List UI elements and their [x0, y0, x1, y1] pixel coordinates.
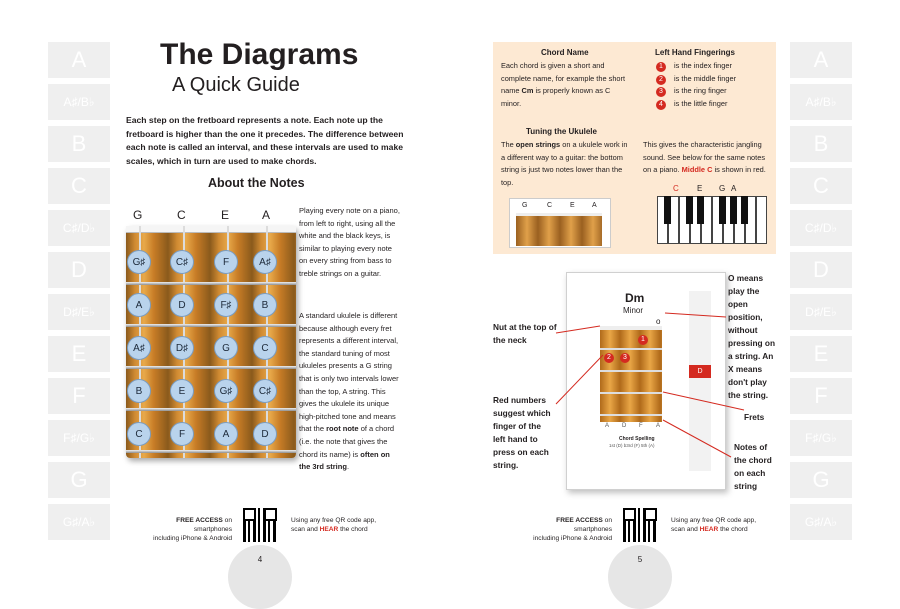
ukulele-tuning-text: A standard ukulele is different because although every fret represents a different interval, the standard tuning of most ukuleles presents a G string that is only two intervals lower than the top, A string. This gives the ukulele its unique high-pitched tone and means that the root note of a chord (i.e. the note that gives the chord its name) is often on the 3rd string.: [299, 311, 399, 472]
tab-c[interactable]: C: [48, 168, 110, 204]
tab-f[interactable]: F: [48, 378, 110, 414]
tab-d[interactable]: D: [48, 252, 110, 288]
tab-a[interactable]: A: [48, 42, 110, 78]
note-circle: G♯: [127, 250, 151, 274]
note-circle: B: [253, 293, 277, 317]
piano-label: C: [673, 184, 679, 193]
card-open-marker: o: [656, 317, 661, 326]
tab-e[interactable]: E: [790, 336, 852, 372]
note-circle: A♯: [127, 336, 151, 360]
fingering-item: 4 is the little finger: [656, 98, 736, 111]
note-circle: A: [127, 293, 151, 317]
note-circle: A♯: [253, 250, 277, 274]
note-circle: C♯: [253, 379, 277, 403]
note-circle: C: [253, 336, 277, 360]
chord-name-heading: Chord Name: [541, 48, 589, 57]
string-label-a: A: [262, 208, 271, 222]
note-circle: D♯: [170, 336, 194, 360]
finger-marker: 2: [604, 353, 614, 363]
footer-access-right: FREE ACCESS on smartphones including iPhone & Android: [533, 517, 612, 542]
tab-c-sharp[interactable]: C♯/D♭: [48, 210, 110, 246]
annotation-nut: Nut at the top of the neck: [493, 322, 557, 345]
page-title: The Diagrams: [160, 38, 359, 71]
tab-d-sharp[interactable]: D♯/E♭: [48, 294, 110, 330]
note-circle: F: [170, 422, 194, 446]
tab-d-sharp[interactable]: D♯/E♭: [790, 294, 852, 330]
string-label-g: G: [133, 208, 143, 222]
annotation-open-marker: O means play the open position, without pressing on a string. An X means don't play the string.: [728, 273, 776, 400]
card-note-letter: A: [656, 423, 661, 429]
footer-scan-left: Using any free QR code app, scan and HEAR the chord: [291, 517, 377, 533]
piano-label: A: [731, 184, 737, 193]
note-circle: F: [214, 250, 238, 274]
card-spelling-sub: 1st (D) b3rd (F) 5th (A): [609, 443, 655, 448]
note-circle: D: [170, 293, 194, 317]
page-number: 4: [228, 545, 292, 609]
mini-label: E: [570, 202, 575, 209]
tab-b[interactable]: B: [48, 126, 110, 162]
note-circle: C♯: [170, 250, 194, 274]
note-circle: G♯: [214, 379, 238, 403]
piano-label: E: [697, 184, 703, 193]
fingerings-heading: Left Hand Fingerings: [655, 48, 735, 57]
string-label-c: C: [177, 208, 186, 222]
tab-a[interactable]: A: [790, 42, 852, 78]
tab-g-sharp[interactable]: G♯/A♭: [790, 504, 852, 540]
page-number: 5: [608, 545, 672, 609]
tuning-heading: Tuning the Ukulele: [526, 127, 597, 136]
notes-heading: About the Notes: [208, 176, 305, 190]
footer-scan-right: Using any free QR code app, scan and HEAR the chord: [671, 517, 757, 533]
tab-c[interactable]: C: [790, 168, 852, 204]
arrow: [663, 420, 731, 457]
piano-label: G: [719, 184, 726, 193]
tab-c-sharp[interactable]: C♯/D♭: [790, 210, 852, 246]
intro-paragraph: Each step on the fretboard represents a note. Each note up the fretboard is higher than the one it precedes. The difference between each note is called an interval, and these intervals are used to make scales, which in turn are used to make chords.: [126, 115, 404, 166]
tab-b[interactable]: B: [790, 126, 852, 162]
card-spelling: Chord Spelling: [619, 436, 655, 442]
chord-name-text: Each chord is given a short and complete name, for example the short name Cm is properly known as C minor.: [501, 61, 626, 108]
tab-g[interactable]: G: [790, 462, 852, 498]
arrow: [663, 392, 744, 410]
note-circle: B: [127, 379, 151, 403]
tab-d[interactable]: D: [790, 252, 852, 288]
annotation-frets: Frets: [744, 412, 765, 422]
tab-f-sharp[interactable]: F♯/G♭: [48, 420, 110, 456]
tab-a-sharp[interactable]: A♯/B♭: [790, 84, 852, 120]
fingering-item: 2 is the middle finger: [656, 73, 736, 86]
page-subtitle: A Quick Guide: [172, 74, 300, 96]
mini-label: G: [522, 202, 528, 209]
string-label-e: E: [221, 208, 230, 222]
fingering-item: 3 is the ring finger: [656, 85, 736, 98]
annotation-red-numbers: Red numbers suggest which finger of the left hand to press on each string.: [493, 395, 551, 470]
footer-access-left: FREE ACCESS on smartphones including iPhone & Android: [153, 517, 232, 542]
fingering-item: 1 is the index finger: [656, 60, 736, 73]
mini-label: A: [592, 202, 597, 209]
note-circle: E: [170, 379, 194, 403]
arrow: [665, 313, 726, 317]
card-note-letter: A: [605, 423, 610, 429]
annotation-chord-notes: Notes of the chord on each string: [734, 442, 772, 491]
note-circle: A: [214, 422, 238, 446]
arrow: [556, 326, 600, 333]
tab-g[interactable]: G: [48, 462, 110, 498]
note-circle: D: [253, 422, 277, 446]
qr-code[interactable]: [623, 508, 657, 542]
tuning-text: The open strings on a ukulele work in a different way to a guitar: the bottom string is just two notes lower than the top.: [501, 140, 628, 187]
note-circle: G: [214, 336, 238, 360]
card-note-letter: D: [622, 423, 627, 429]
arrow: [556, 355, 603, 404]
tab-g-sharp[interactable]: G♯/A♭: [48, 504, 110, 540]
jangle-text: This gives the characteristic jangling sound. See below for the same notes on a piano. Middle C is shown in red.: [643, 140, 766, 174]
tab-f[interactable]: F: [790, 378, 852, 414]
note-circle: C: [127, 422, 151, 446]
piano-comparison-text: Playing every note on a piano, from left to right, using all the white and the black keys, is similar to playing every note on every string from bass to treble strings on a guitar.: [299, 206, 400, 278]
tab-f-sharp[interactable]: F♯/G♭: [790, 420, 852, 456]
mini-label: C: [547, 202, 553, 209]
card-key-highlight: D: [689, 365, 711, 378]
card-chord-quality: Minor: [623, 306, 644, 315]
finger-marker: 3: [620, 353, 630, 363]
tab-e[interactable]: E: [48, 336, 110, 372]
finger-marker: 1: [638, 335, 648, 345]
card-chord-name: Dm: [625, 291, 645, 305]
card-note-letter: F: [639, 423, 643, 429]
note-circle: F♯: [214, 293, 238, 317]
tab-a-sharp[interactable]: A♯/B♭: [48, 84, 110, 120]
